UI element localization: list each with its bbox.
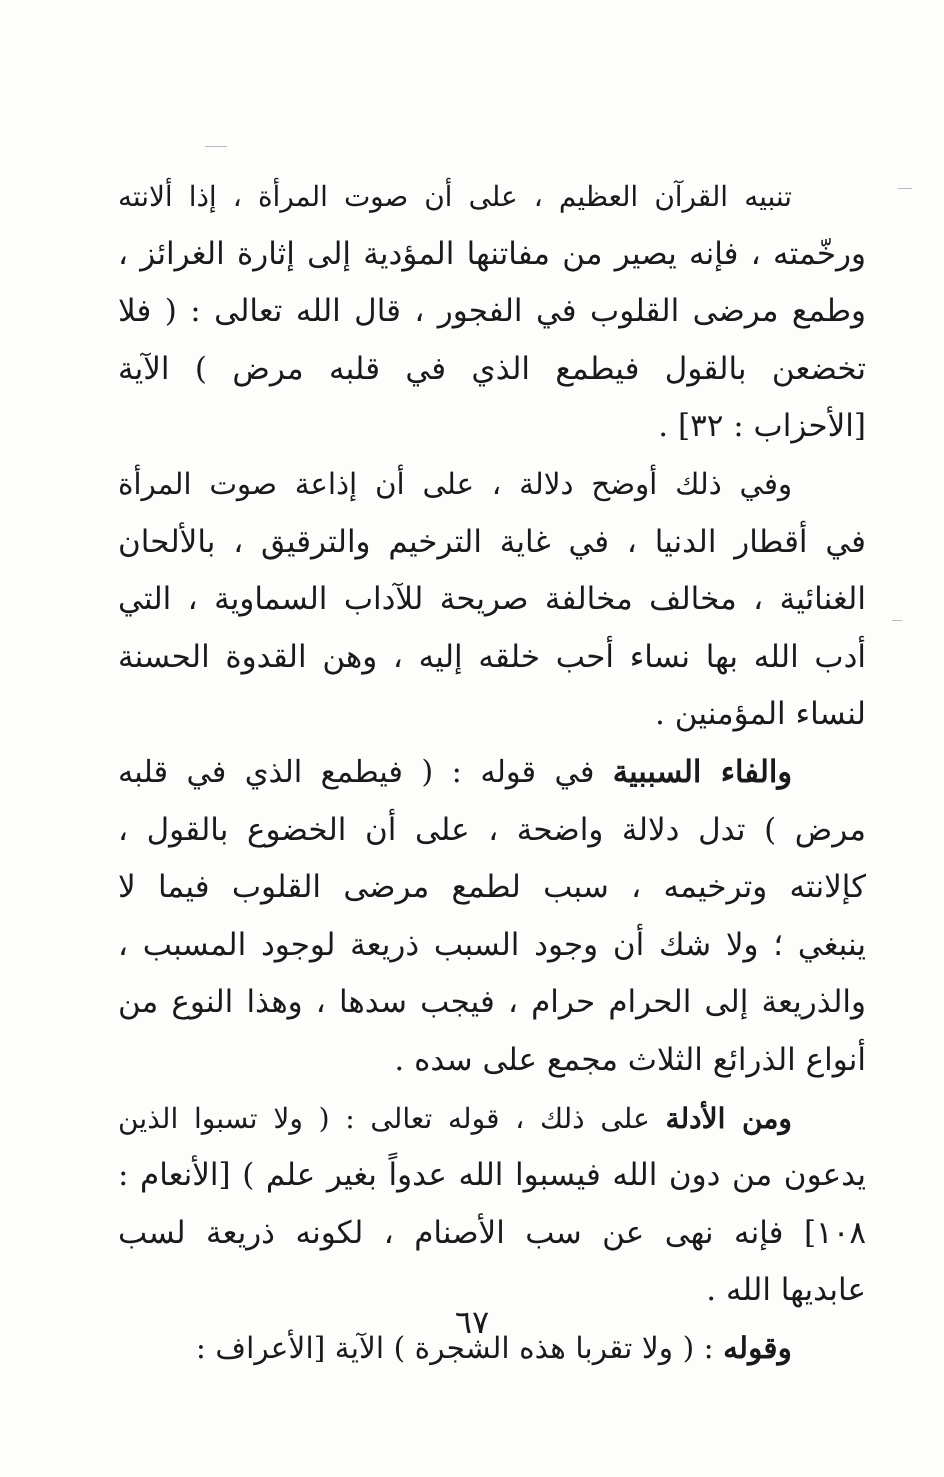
text-run: : ( ولا تقربا هذه الشجرة ) الآية [الأعراف : [195, 1330, 724, 1366]
text-line: ورخّمته ، فإنه يصير من مفاتنها المؤدية إلى إثارة الغرائز ، [118, 235, 866, 272]
text-line [118, 744, 866, 802]
paragraph-3 [118, 744, 866, 1090]
bold-lead: والفاء السببية [612, 753, 792, 790]
paragraph-4 [118, 1090, 866, 1320]
bold-lead: وقوله [723, 1330, 792, 1366]
text-line: تخضعن بالقول فيطمع الذي في قلبه مرض ) الآية [118, 350, 866, 387]
text-line: تنبيه القرآن العظيم ، على أن صوت المرأة ، إذا ألانته [118, 180, 792, 213]
text-line: أدب الله بها نساء أحب خلقه إليه ، وهن القدوة الحسنة [118, 638, 866, 675]
page-number: ٦٧ [454, 1303, 490, 1341]
text-line: ١٠٨] فإنه نهى عن سب الأصنام ، لكونه ذريعة لسب [118, 1214, 866, 1251]
text-line: يدعون من دون الله فيسبوا الله عدواً بغير علم ) [الأنعام : [118, 1157, 866, 1194]
scan-speck [205, 146, 227, 147]
body-text [118, 168, 866, 1377]
text-line: وفي ذلك أوضح دلالة ، على أن إذاعة صوت المرأة [118, 466, 792, 501]
text-line: عابديها الله . [706, 1272, 866, 1309]
text-line: وطمع مرضى القلوب في الفجور ، قال الله تعالى : ( فلا [118, 293, 866, 330]
text-line: في أقطار الدنيا ، في غاية الترخيم والترقيق ، بالألحان [118, 523, 866, 560]
text-line: أنواع الذرائع الثلاث مجمع على سده . [394, 1041, 866, 1078]
text-line: ينبغي ؛ ولا شك أن وجود السبب ذريعة لوجود المسبب ، [118, 926, 866, 963]
text-line: كإلانته وترخيمه ، سبب لطمع مرضى القلوب فيما لا [118, 869, 866, 906]
paragraph-2 [118, 456, 866, 744]
text-run: في قوله : ( فيطمع الذي في قلبه [118, 754, 613, 790]
text-line [118, 1090, 866, 1148]
text-line: لنساء المؤمنين . [655, 696, 866, 733]
scan-speck [898, 188, 912, 189]
paragraph-1 [118, 168, 866, 456]
text-line: الغنائية ، مخالف مخالفة صريحة للآداب السماوية ، التي [118, 581, 866, 618]
text-line: [الأحزاب : ٣٢] . [658, 408, 866, 445]
text-line: والذريعة إلى الحرام حرام ، فيجب سدها ، وهذا النوع من [118, 984, 866, 1021]
bold-lead: ومن الأدلة [665, 1101, 792, 1135]
scan-speck [892, 620, 902, 621]
text-line: مرض ) تدل دلالة واضحة ، على أن الخضوع بالقول ، [118, 811, 866, 848]
text-run: على ذلك ، قوله تعالى : ( ولا تسبوا الذين [118, 1101, 666, 1135]
